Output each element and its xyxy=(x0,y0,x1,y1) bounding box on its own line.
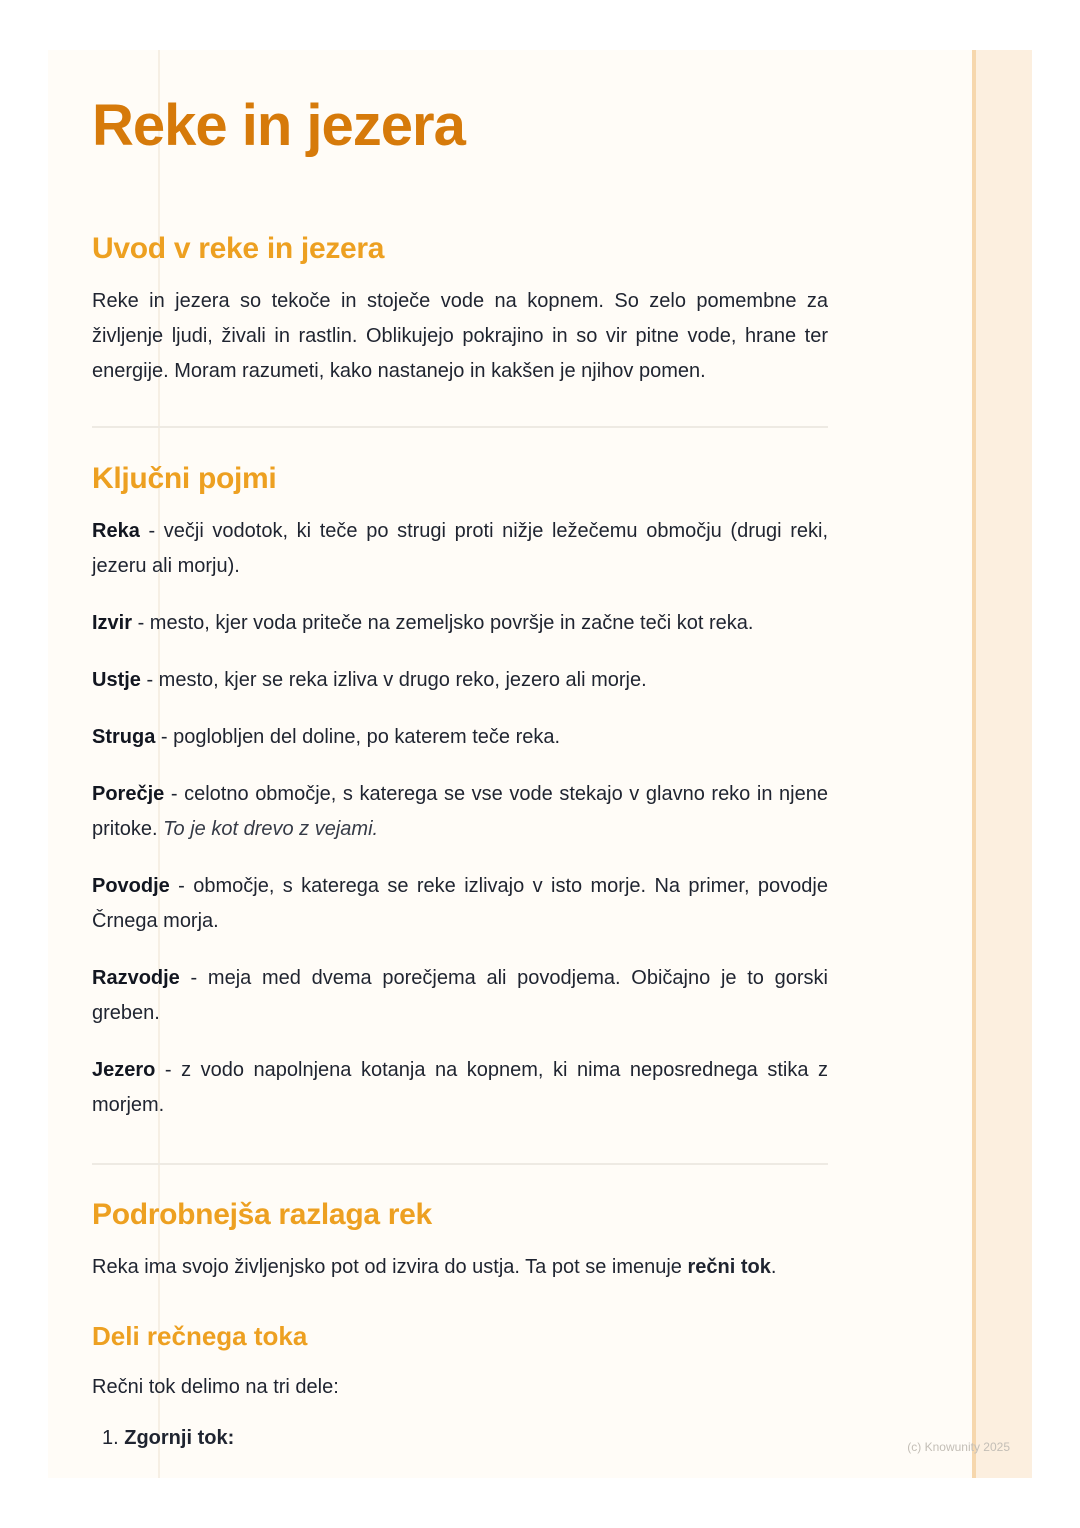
rivers-section xyxy=(92,1198,828,1453)
intro-text: Reke in jezera so tekoče in stoječe vode na kopnem. So zelo pomembne za življenje ljudi, živali in rastlin. Oblikujejo pokrajino in so vir pitne vode, hrane ter energije. Moram razumeti, kako nastanejo in kakšen je njihov pomen. xyxy=(92,290,828,382)
concepts-list xyxy=(92,514,828,1123)
concept-term: Razvodje xyxy=(92,967,180,989)
concept-item xyxy=(92,869,828,939)
list-item xyxy=(92,1423,828,1453)
concepts-heading: Ključni pojmi xyxy=(92,462,277,495)
concept-term: Reka xyxy=(92,520,140,542)
concept-term: Ustje xyxy=(92,669,141,691)
list-label: Zgornji tok: xyxy=(124,1427,235,1449)
concept-note: To je kot drevo z vejami. xyxy=(163,818,379,840)
concept-definition: - z vodo napolnjena kotanja na kopnem, ki nima neposrednega stika z morjem. xyxy=(92,1059,828,1116)
concept-term: Struga xyxy=(92,726,156,748)
concept-item xyxy=(92,1053,828,1123)
concept-definition: - mesto, kjer se reka izliva v drugo reko, jezero ali morje. xyxy=(140,669,647,691)
rivers-text-start: Reka ima svojo življenjsko pot od izvira do ustja. Ta pot se imenuje xyxy=(92,1256,688,1278)
concept-term: Porečje xyxy=(92,783,165,805)
concept-item xyxy=(92,514,828,584)
page-title: Reke in jezera xyxy=(92,93,465,158)
section-divider xyxy=(92,1163,828,1165)
concept-item xyxy=(92,663,828,698)
river-parts-text: Rečni tok delimo na tri dele: xyxy=(92,1376,339,1398)
copyright-notice: (c) Knowunity 2025 xyxy=(907,1440,1010,1454)
document-page xyxy=(48,50,1032,1478)
concept-definition: - mesto, kjer voda priteče na zemeljsko površje in začne teči kot reka. xyxy=(132,612,754,634)
concepts-section xyxy=(92,462,828,1145)
concept-item xyxy=(92,720,828,755)
rivers-text-end: . xyxy=(770,1256,777,1278)
river-parts-heading: Deli rečnega toka xyxy=(92,1321,308,1351)
concept-item xyxy=(92,777,828,847)
concept-definition: - območje, s katerega se reke izlivajo v isto morje. Na primer, povodje Črnega morja. xyxy=(92,875,828,932)
concept-definition: - poglobljen del doline, po katerem teče reka. xyxy=(155,726,561,748)
concept-item xyxy=(92,961,828,1031)
rivers-text xyxy=(92,1250,828,1285)
concept-definition: - večji vodotok, ki teče po strugi proti nižje ležečemu območju (drugi reki, jezeru ali morju). xyxy=(92,520,828,577)
concept-definition: - celotno območje, s katerega se vse vode stekajo v glavno reko in njene pritoke. xyxy=(92,783,828,840)
concept-term: Jezero xyxy=(92,1059,156,1081)
concept-definition: - meja med dvema porečjema ali povodjema. Običajno je to gorski greben. xyxy=(92,967,828,1024)
intro-section xyxy=(92,232,828,389)
page-edge-band xyxy=(972,50,1032,1478)
intro-heading: Uvod v reke in jezera xyxy=(92,232,385,265)
concept-term: Izvir xyxy=(92,612,133,634)
concept-term: Povodje xyxy=(92,875,170,897)
section-divider xyxy=(92,426,828,428)
rivers-text-bold: rečni tok xyxy=(687,1256,771,1278)
list-number: 1. xyxy=(102,1427,119,1449)
concept-item xyxy=(92,606,828,641)
rivers-heading: Podrobnejša razlaga rek xyxy=(92,1198,432,1231)
